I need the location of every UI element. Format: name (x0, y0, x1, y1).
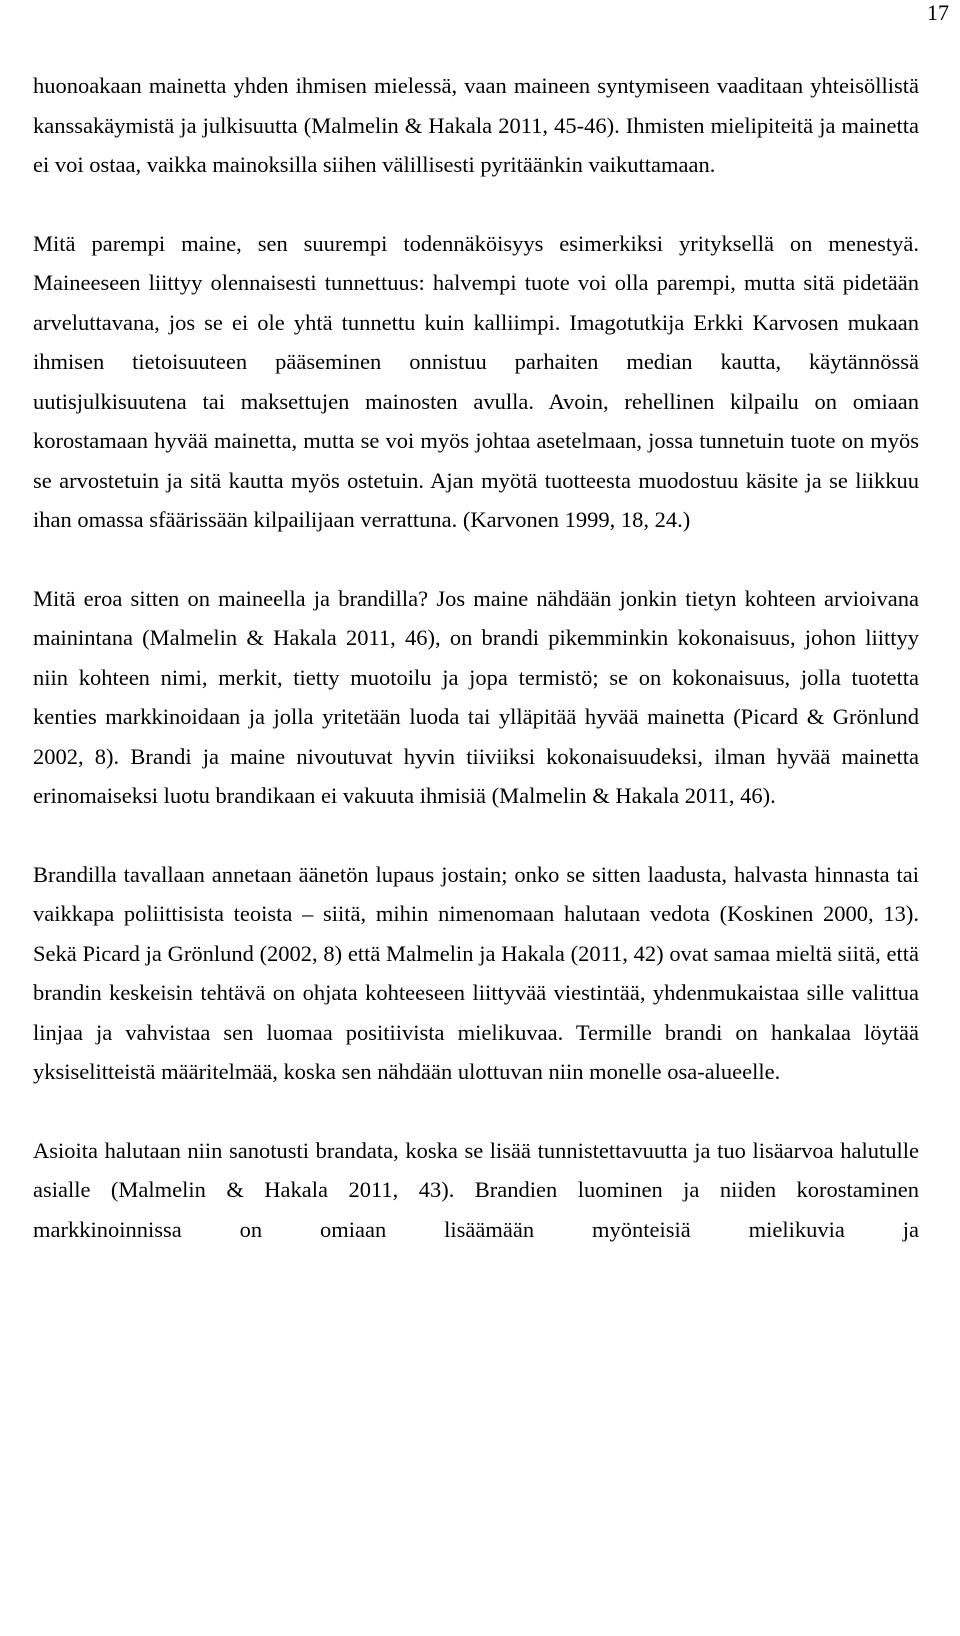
page-number: 17 (927, 0, 949, 25)
paragraph-1: huonoakaan mainetta yhden ihmisen mielessä, vaan maineen syntymiseen vaaditaan yhteisöllistä kanssakäymistä ja julkisuutta (Malmelin & Hakala 2011, 45-46). Ihmisten mielipiteitä ja mainetta ei voi ostaa, vaikka mainoksilla siihen välillisesti pyritäänkin vaikuttamaan. (33, 73, 919, 177)
document-body (33, 66, 919, 1249)
paragraph-5: Asioita halutaan niin sanotusti brandata, koska se lisää tunnistettavuutta ja tuo lisäarvoa halutulle asialle (Malmelin & Hakala 2011, 43). Brandien luominen ja niiden korostaminen markkinoinnissa on omiaan lisäämään myönteisiä mielikuvia ja (33, 1137, 919, 1242)
paragraph-4: Brandilla tavallaan annetaan äänetön lupaus jostain; onko se sitten laadusta, halvasta hinnasta tai vaikkapa poliittisista teoista – siitä, mihin nimenomaan halutaan vedota (Koskinen 2000, 13). Sekä Picard ja Grönlund (2002, 8) että Malmelin ja Hakala (2011, 42) ovat samaa mieltä siitä, että brandin keskeisin tehtävä on ohjata kohteeseen liittyvää viestintää, yhdenmukaistaa sille valittua linjaa ja vahvistaa sen luomaa positiivista mielikuvaa. Termille brandi on hankalaa löytää yksiselitteistä määritelmää, koska sen nähdään ulottuvan niin monelle osa-alueelle. (33, 861, 919, 1084)
paragraph-2: Mitä parempi maine, sen suurempi todennäköisyys esimerkiksi yrityksellä on menestyä. Maineeseen liittyy olennaisesti tunnettuus: halvempi tuote voi olla parempi, mutta sitä pidetään arveluttavana, jos se ei ole yhtä tunnettu kuin kalliimpi. Imagotutkija Erkki Karvosen mukaan ihmisen tietoisuuteen pääseminen onnistuu parhaiten median kautta, käytännössä uutisjulkisuutena tai maksettujen mainosten avulla. Avoin, rehellinen kilpailu on omiaan korostamaan hyvää mainetta, mutta se voi myös johtaa asetelmaan, jossa tunnetuin tuote on myös se arvostetuin ja sitä kautta myös ostetuin. Ajan myötä tuotteesta muodostuu käsite ja se liikkuu ihan omassa sfäärissään kilpailijaan verrattuna. (Karvonen 1999, 18, 24.) (33, 230, 919, 532)
paragraph-3: Mitä eroa sitten on maineella ja brandilla? Jos maine nähdään jonkin tietyn kohteen arvioivana mainintana (Malmelin & Hakala 2011, 46), on brandi pikemminkin kokonaisuus, johon liittyy niin kohteen nimi, merkit, tietty muotoilu ja jopa termistö; se on kokonaisuus, jolla tuotetta kenties markkinoidaan ja jolla yritetään luoda tai ylläpitää hyvää mainetta (Picard & Grönlund 2002, 8). Brandi ja maine nivoutuvat hyvin tiiviiksi kokonaisuudeksi, ilman hyvää mainetta erinomaiseksi luotu brandikaan ei vakuuta ihmisiä (Malmelin & Hakala 2011, 46). (33, 585, 919, 808)
